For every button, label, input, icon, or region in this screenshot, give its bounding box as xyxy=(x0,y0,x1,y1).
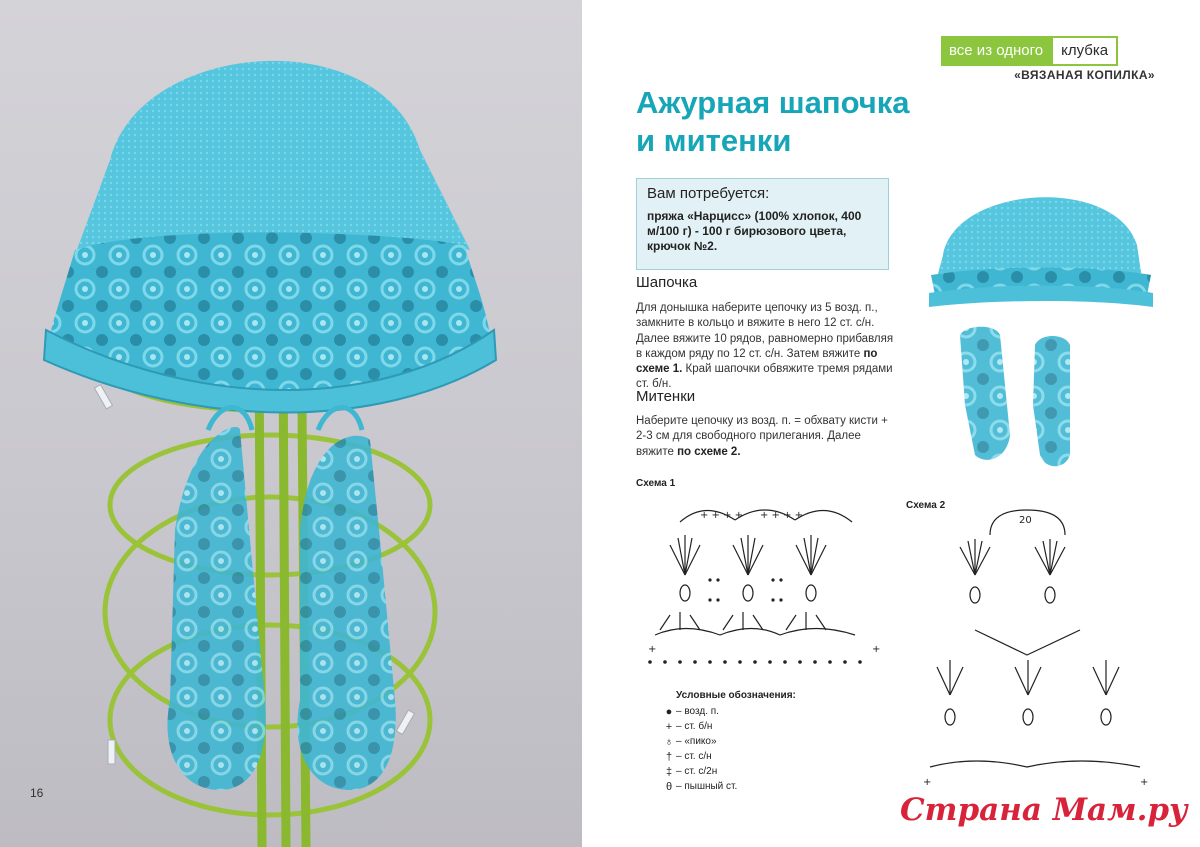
mitts-heading: Митенки xyxy=(636,388,696,405)
badge-right: клубка xyxy=(1051,36,1118,66)
legend-label: – «пико» xyxy=(676,736,717,747)
article-title xyxy=(636,84,910,160)
scheme1-label: Схема 1 xyxy=(636,478,676,489)
scheme1-diagram xyxy=(640,500,890,675)
legend-item xyxy=(662,704,832,719)
svg-text:+: + xyxy=(1140,777,1149,788)
legend-item xyxy=(662,749,832,764)
scheme2-repeat-label: 20 xyxy=(1019,515,1032,526)
mitts-text-bold: по схеме 2. xyxy=(677,445,741,458)
mitts-text-a: Наберите цепочку из возд. п. = обхвату кисти + 2-3 см для свободного прилегания. Далее вяжите xyxy=(636,415,888,458)
puff-stitch-icon: θ xyxy=(665,780,673,793)
svg-text:+: + xyxy=(648,644,657,655)
hat-instructions xyxy=(636,301,898,393)
legend-item xyxy=(662,734,832,749)
single-crochet-icon: + xyxy=(665,720,673,733)
legend-label: – ст. б/н xyxy=(676,721,713,732)
section-badge xyxy=(941,36,1118,66)
legend xyxy=(662,690,832,794)
title-line-1: Ажурная шапочка xyxy=(636,85,910,120)
picot-icon: ♁ xyxy=(664,735,674,748)
legend-item xyxy=(662,719,832,734)
series-label: «ВЯЗАНАЯ КОПИЛКА» xyxy=(1014,68,1155,82)
svg-text:+ + + +: + + + + xyxy=(700,510,744,521)
finished-items-thumbnail xyxy=(915,175,1175,475)
svg-text:+ + + +: + + + + xyxy=(760,510,804,521)
badge-left: все из одного xyxy=(941,36,1051,66)
legend-title: Условные обозначения: xyxy=(676,690,796,701)
scheme2-diagram xyxy=(915,505,1155,790)
site-watermark: Страна Мам.ру xyxy=(900,792,1188,828)
legend-item xyxy=(662,779,832,794)
photo-illustration xyxy=(0,0,582,847)
legend-label: – ст. с/2н xyxy=(676,766,718,777)
mitts-instructions xyxy=(636,414,898,460)
materials-text: пряжа «Нарцисс» (100% хлопок, 400 м/100 г) - 100 г бирюзового цвета, крючок №2. xyxy=(647,209,862,253)
chain-stitch-icon: ● xyxy=(665,705,673,718)
page-number: 16 xyxy=(30,786,44,800)
double-crochet-icon: † xyxy=(665,750,673,763)
treble-crochet-icon: ‡ xyxy=(665,765,673,778)
legend-label: – возд. п. xyxy=(676,706,719,717)
hat-text-a: Для донышка наберите цепочку из 5 возд. п., замкните в кольцо и вяжите в него 12 ст. с/н. Далее вяжите 10 рядов, равномерно прибавляя в каждом ряду по 12 ст. с/н. Затем вяжите xyxy=(636,302,894,360)
hat-text-b: Край шапочки обвяжите тремя рядами ст. б/н. xyxy=(636,363,893,391)
legend-label: – ст. с/н xyxy=(676,751,712,762)
hat-heading: Шапочка xyxy=(636,274,698,291)
svg-text:+: + xyxy=(872,644,881,655)
title-line-2: и митенки xyxy=(636,123,792,158)
legend-label: – пышный ст. xyxy=(676,781,738,792)
scheme2-label: Схема 2 xyxy=(906,500,946,511)
materials-box xyxy=(636,178,889,270)
materials-heading: Вам потребуется: xyxy=(647,185,770,202)
svg-text:+: + xyxy=(923,777,932,788)
product-photo xyxy=(0,0,582,847)
hat-text-bold: по схеме 1. xyxy=(636,347,878,376)
legend-item xyxy=(662,764,832,779)
